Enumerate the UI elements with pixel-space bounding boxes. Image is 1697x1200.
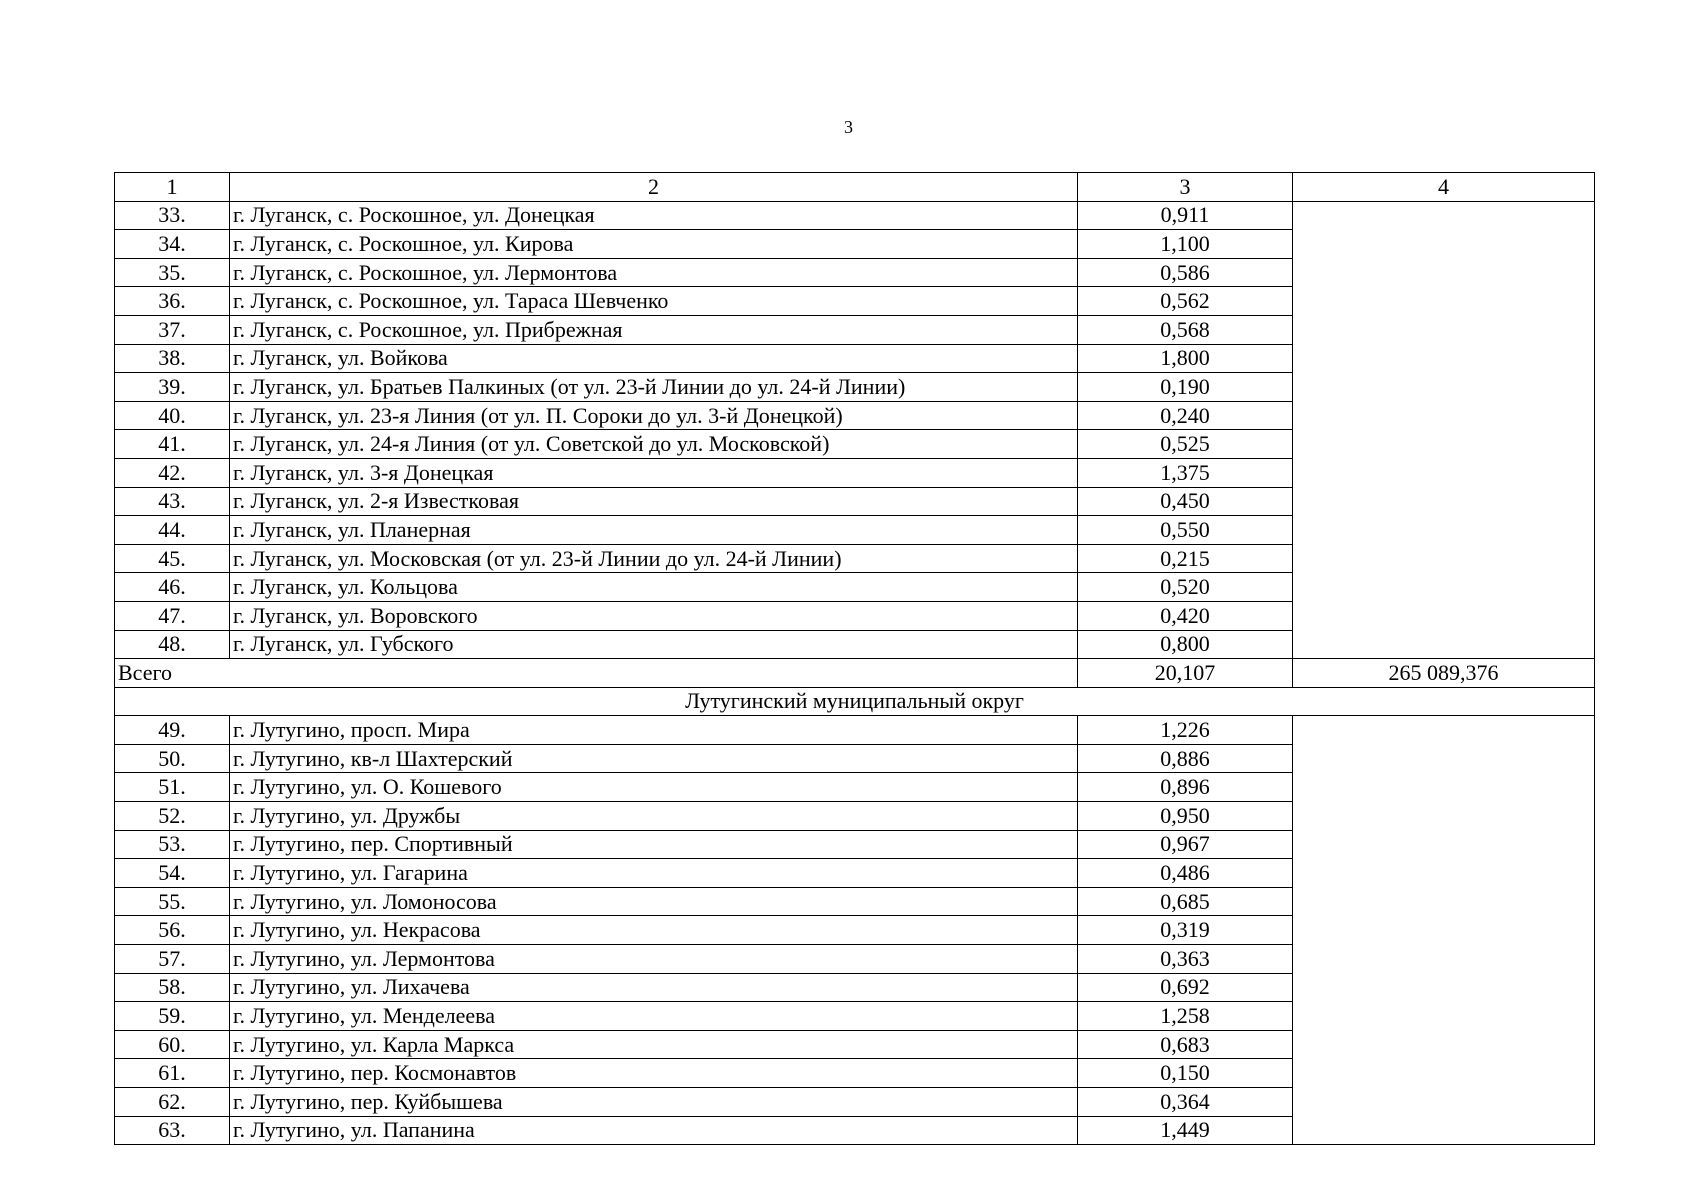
road-name: г. Луганск, ул. Кольцова: [230, 573, 1078, 602]
road-length: 0,692: [1078, 973, 1293, 1002]
row-number: 50.: [115, 744, 230, 773]
row-number: 60.: [115, 1030, 230, 1059]
row-number: 37.: [115, 315, 230, 344]
row-number: 51.: [115, 773, 230, 802]
road-length: 0,520: [1078, 573, 1293, 602]
row-number: 44.: [115, 516, 230, 545]
road-length: 0,685: [1078, 887, 1293, 916]
road-length: 0,525: [1078, 430, 1293, 459]
road-name: г. Лутугино, ул. Ломоносова: [230, 887, 1078, 916]
road-length: 1,100: [1078, 230, 1293, 259]
road-name: г. Луганск, ул. 23-я Линия (от ул. П. Сороки до ул. 3-й Донецкой): [230, 401, 1078, 430]
roads-table: [114, 172, 1595, 1145]
total-row: [115, 659, 1595, 688]
road-length: 1,375: [1078, 458, 1293, 487]
road-name: г. Луганск, ул. Московская (от ул. 23-й Линии до ул. 24-й Линии): [230, 544, 1078, 573]
total-length: 20,107: [1078, 659, 1293, 688]
road-name: г. Луганск, ул. Войкова: [230, 344, 1078, 373]
row-number: 57.: [115, 945, 230, 974]
header-cell-3: 3: [1078, 173, 1293, 202]
road-name: г. Лутугино, пер. Куйбышева: [230, 1088, 1078, 1117]
road-length: 0,550: [1078, 516, 1293, 545]
row-number: 49.: [115, 716, 230, 745]
row-number: 58.: [115, 973, 230, 1002]
row-number: 42.: [115, 458, 230, 487]
row-number: 38.: [115, 344, 230, 373]
road-length: 0,150: [1078, 1059, 1293, 1088]
row-number: 56.: [115, 916, 230, 945]
road-length: 1,258: [1078, 1002, 1293, 1031]
road-length: 0,950: [1078, 802, 1293, 831]
row-number: 63.: [115, 1116, 230, 1145]
row-number: 36.: [115, 287, 230, 316]
road-name: г. Луганск, ул. 24-я Линия (от ул. Советской до ул. Московской): [230, 430, 1078, 459]
total-amount: 265 089,376: [1293, 659, 1595, 688]
road-name: г. Лутугино, ул. Некрасова: [230, 916, 1078, 945]
road-name: г. Луганск, ул. Воровского: [230, 601, 1078, 630]
road-length: 0,800: [1078, 630, 1293, 659]
row-number: 52.: [115, 802, 230, 831]
row-number: 55.: [115, 887, 230, 916]
row-number: 33.: [115, 201, 230, 230]
road-name: г. Лутугино, ул. Гагарина: [230, 859, 1078, 888]
road-length: 0,420: [1078, 601, 1293, 630]
road-name: г. Лутугино, пер. Спортивный: [230, 830, 1078, 859]
header-cell-2: 2: [230, 173, 1078, 202]
road-length: 0,215: [1078, 544, 1293, 573]
road-length: 0,911: [1078, 201, 1293, 230]
row-number: 46.: [115, 573, 230, 602]
road-name: г. Лутугино, просп. Мира: [230, 716, 1078, 745]
road-length: 0,240: [1078, 401, 1293, 430]
road-name: г. Лутугино, ул. Карла Маркса: [230, 1030, 1078, 1059]
row-number: 35.: [115, 258, 230, 287]
header-cell-1: 1: [115, 173, 230, 202]
road-length: 0,319: [1078, 916, 1293, 945]
table-row: [115, 201, 1595, 230]
road-name: г. Лутугино, ул. Папанина: [230, 1116, 1078, 1145]
road-name: г. Луганск, с. Роскошное, ул. Тараса Шевченко: [230, 287, 1078, 316]
row-number: 47.: [115, 601, 230, 630]
road-name: г. Лутугино, ул. Дружбы: [230, 802, 1078, 831]
road-length: 0,896: [1078, 773, 1293, 802]
road-name: г. Луганск, с. Роскошное, ул. Кирова: [230, 230, 1078, 259]
header-row: [115, 173, 1595, 202]
row-number: 61.: [115, 1059, 230, 1088]
row-number: 43.: [115, 487, 230, 516]
road-name: г. Лутугино, ул. Лермонтова: [230, 945, 1078, 974]
section-title: Лутугинский муниципальный округ: [115, 687, 1595, 716]
road-name: г. Луганск, с. Роскошное, ул. Прибрежная: [230, 315, 1078, 344]
road-name: г. Лутугино, кв-л Шахтерский: [230, 744, 1078, 773]
road-length: 0,586: [1078, 258, 1293, 287]
road-name: г. Луганск, ул. Губского: [230, 630, 1078, 659]
row-number: 54.: [115, 859, 230, 888]
road-length: 0,450: [1078, 487, 1293, 516]
row-number: 39.: [115, 373, 230, 402]
road-name: г. Луганск, ул. Братьев Палкиных (от ул. 23-й Линии до ул. 24-й Линии): [230, 373, 1078, 402]
road-name: г. Лутугино, ул. О. Кошевого: [230, 773, 1078, 802]
road-length: 0,967: [1078, 830, 1293, 859]
road-name: г. Луганск, с. Роскошное, ул. Донецкая: [230, 201, 1078, 230]
road-name: г. Лутугино, ул. Лихачева: [230, 973, 1078, 1002]
table-row: [115, 716, 1595, 745]
row-number: 48.: [115, 630, 230, 659]
row-number: 59.: [115, 1002, 230, 1031]
road-length: 0,486: [1078, 859, 1293, 888]
row-number: 45.: [115, 544, 230, 573]
row-number: 62.: [115, 1088, 230, 1117]
road-length: 0,886: [1078, 744, 1293, 773]
row-number: 40.: [115, 401, 230, 430]
roads-table-body: [115, 173, 1595, 1145]
row-number: 34.: [115, 230, 230, 259]
road-length: 0,363: [1078, 945, 1293, 974]
road-name: г. Лутугино, ул. Менделеева: [230, 1002, 1078, 1031]
luhansk-amount-cell: [1293, 201, 1595, 659]
road-length: 0,364: [1078, 1088, 1293, 1117]
row-number: 53.: [115, 830, 230, 859]
lutugino-amount-cell: [1293, 716, 1595, 1145]
page-number: 3: [844, 117, 853, 137]
road-name: г. Луганск, ул. Планерная: [230, 516, 1078, 545]
road-name: г. Лутугино, пер. Космонавтов: [230, 1059, 1078, 1088]
road-length: 1,226: [1078, 716, 1293, 745]
header-cell-4: 4: [1293, 173, 1595, 202]
section-row: [115, 687, 1595, 716]
row-number: 41.: [115, 430, 230, 459]
road-length: 0,568: [1078, 315, 1293, 344]
road-length: 1,449: [1078, 1116, 1293, 1145]
road-name: г. Луганск, с. Роскошное, ул. Лермонтова: [230, 258, 1078, 287]
road-length: 0,562: [1078, 287, 1293, 316]
road-length: 0,683: [1078, 1030, 1293, 1059]
road-length: 1,800: [1078, 344, 1293, 373]
road-name: г. Луганск, ул. 2-я Известковая: [230, 487, 1078, 516]
total-label: Всего: [115, 659, 1078, 688]
road-length: 0,190: [1078, 373, 1293, 402]
road-name: г. Луганск, ул. 3-я Донецкая: [230, 458, 1078, 487]
